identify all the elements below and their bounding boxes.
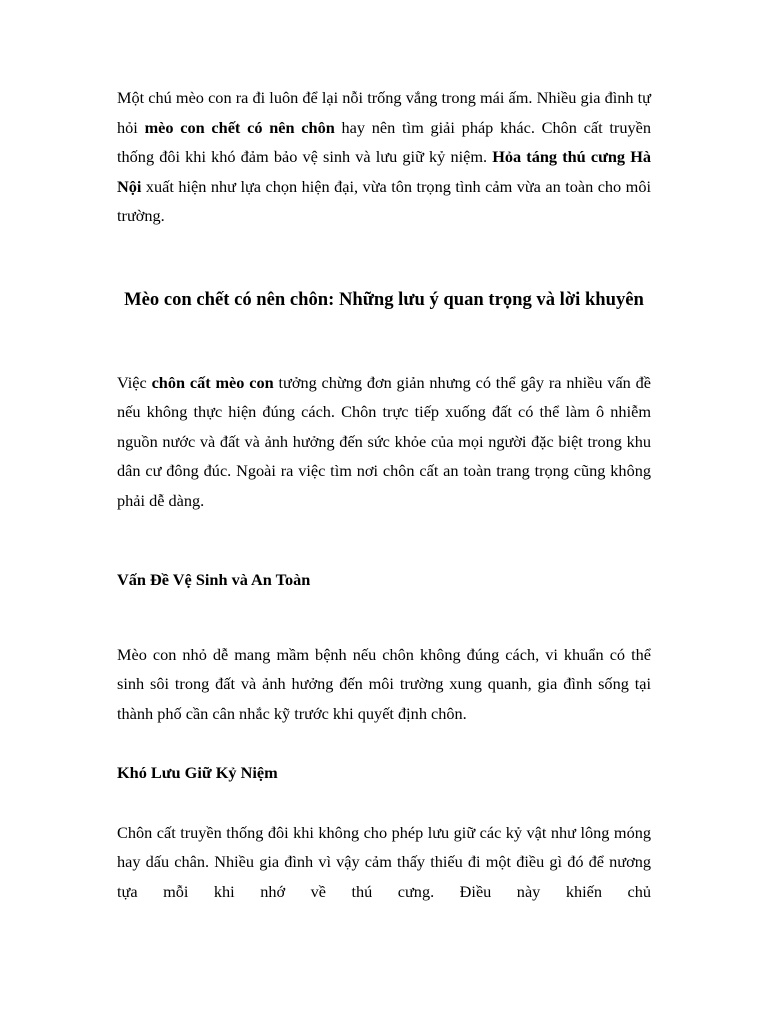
section3-paragraph: Chôn cất truyền thống đôi khi không cho phép lưu giữ các kỷ vật như lông móng hay dấu chân. Nhiều gia đình vì vậy cảm thấy thiếu đi một điều gì đó để nương tựa mỗi khi nhớ về thú cưng. Điều này khiến chủ bbox=[117, 822, 651, 901]
section1-bold-1: chôn cất mèo con bbox=[151, 372, 274, 392]
section1-text-2: tưởng chừng đơn giản nhưng có thể gây ra nhiều vấn đề nếu không thực hiện đúng cách. Chôn trực tiếp xuống đất có thể làm ô nhiễm nguồn nước và đất và ảnh hưởng đến sức khỏe của mọi người đặc biệt trong khu dân cư đông đúc. Ngoài ra việc tìm nơi chôn cất an toàn trang trọng cũng không phải dễ dàng. bbox=[117, 372, 652, 510]
section1-paragraph bbox=[117, 368, 651, 516]
section3-heading: Khó Lưu Giữ Kỷ Niệm bbox=[117, 763, 278, 782]
intro-text-3: xuất hiện như lựa chọn hiện đại, vừa tôn trọng tình cảm vừa an toàn cho môi trường. bbox=[117, 176, 651, 225]
intro-text-1: Một chú mèo con ra đi luôn để lại nỗi trống vắng trong mái ấm. Nhiều gia đình tự hỏi bbox=[117, 88, 651, 137]
intro-bold-1: mèo con chết có nên chôn bbox=[144, 117, 335, 137]
section1-text-1: Việc bbox=[117, 372, 152, 392]
main-heading: Mèo con chết có nên chôn: Những lưu ý quan trọng và lời khuyên bbox=[124, 288, 644, 310]
intro-bold-2: Hỏa táng thú cưng Hà Nội bbox=[117, 147, 652, 196]
section2-heading: Vấn Đề Vệ Sinh và An Toàn bbox=[117, 570, 311, 589]
section2-paragraph: Mèo con nhỏ dễ mang mầm bệnh nếu chôn không đúng cách, vi khuẩn có thể sinh sôi trong đất và ảnh hưởng đến môi trường xung quanh, gia đình sống tại thành phố cần cân nhắc kỹ trước khi quyết định chôn. bbox=[117, 644, 651, 723]
intro-paragraph bbox=[117, 83, 651, 231]
intro-text-2: hay nên tìm giải pháp khác. Chôn cất truyền thống đôi khi khó đảm bảo vệ sinh và lưu giữ kỷ niệm. bbox=[117, 117, 651, 166]
